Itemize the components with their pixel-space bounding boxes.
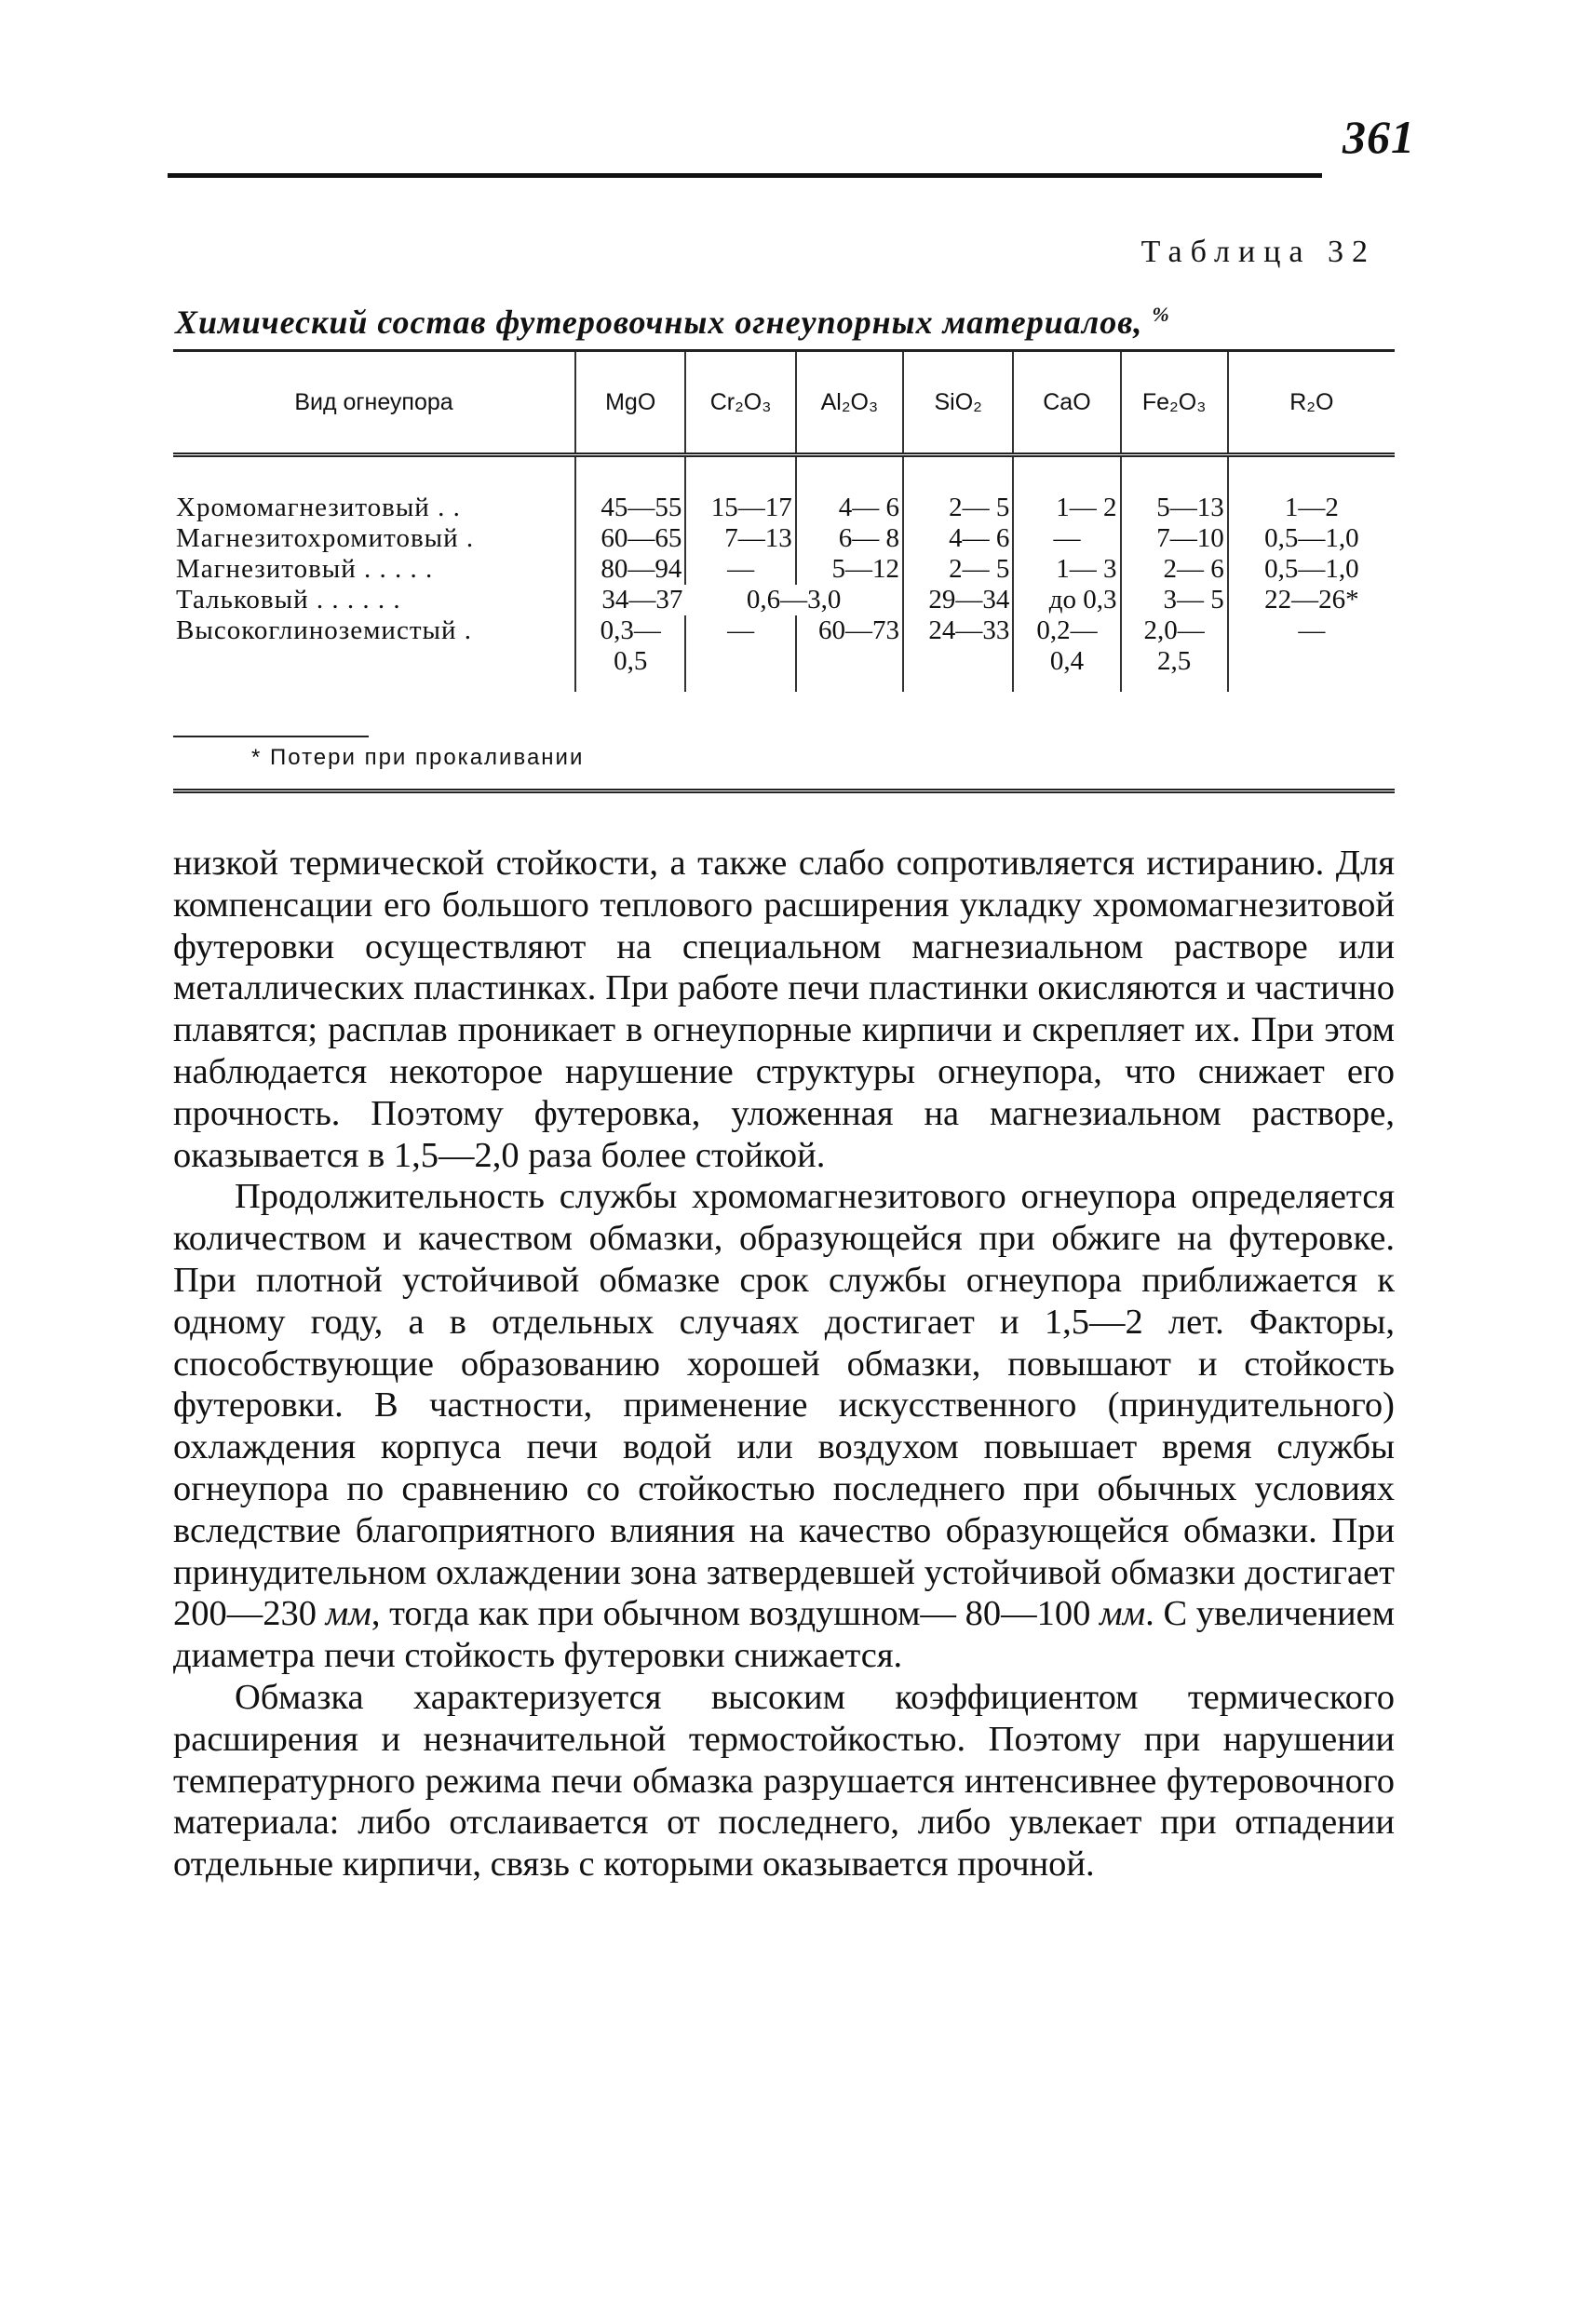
header-sio2: SiO₂ [903, 351, 1013, 455]
cell-cr2o3-al2o3: 0,6—3,0 [746, 585, 842, 615]
cell-fe2o3: 5—13 [1121, 493, 1228, 523]
cell-sio2: 2— 5 [903, 493, 1013, 523]
cell-mgo: 0,3— [575, 615, 685, 646]
header-r2o: R₂O [1228, 351, 1395, 455]
cell-mgo: 45—55 [575, 493, 685, 523]
cell-mgo: 60—65 [575, 523, 685, 554]
header-al2o3: Al₂O₃ [796, 351, 903, 455]
cell-r2o: 22—26* [1228, 585, 1395, 615]
cell-r2o: 0,5—1,0 [1228, 554, 1395, 585]
cell-cao: 0,2— [1013, 615, 1120, 646]
cell-cao: 1— 3 [1013, 554, 1120, 585]
cell-mgo: 0,5 [575, 646, 685, 692]
paragraph-2 [173, 1176, 1395, 1677]
table-title-text: Химический состав футеровочных огнеупорных материалов, [175, 304, 1153, 341]
composition-table [173, 349, 1395, 692]
cell-fe2o3: 3— 5 [1121, 585, 1228, 615]
paragraph-1: низкой термической стойкости, а также слабо сопротивляется истиранию. Для компенсации его большого теплового расширения укладку хромомагнезитовой футеровки осуществляют на специальном магнезиальном растворе или металлических пластинках. При работе печи пластинки окисляются и частично плавятся; расплав проникает в огнеупорные кирпичи и скрепляет их. При этом наблюдается некоторое нарушение структуры огнеупора, что снижает его прочность. Поэтому футеровка, уложенная на магнезиальном растворе, оказывается в 1,5—2,0 раза более стойкой. [173, 844, 1395, 1175]
cell-cr2o3: — [685, 554, 795, 585]
cell-sio2: 24—33 [903, 615, 1013, 646]
cell-cao: 0,4 [1013, 646, 1120, 692]
cell-sio2: 4— 6 [903, 523, 1013, 554]
cell-fe2o3: 2,5 [1121, 646, 1228, 692]
cell-r2o: 1—2 [1228, 493, 1395, 523]
header-rule [168, 173, 1322, 178]
cell-fe2o3: 7—10 [1121, 523, 1228, 554]
table-row [173, 615, 1395, 646]
cell-type: Хромомагнезитовый . . [176, 493, 461, 522]
header-cao: CaO [1013, 351, 1120, 455]
table-header-row [173, 351, 1395, 455]
cell-sio2: 2— 5 [903, 554, 1013, 585]
footnote-rule [173, 736, 369, 737]
table-label: Таблица 32 [1140, 235, 1376, 269]
cell-mgo: 34—37 [575, 585, 685, 615]
paragraph-2-part-1: Продолжительность службы хромомагнезитового огнеупора определяется количеством и качеством обмазки, образующейся при обжиге на футеровке. При плотной устойчивой обмазке срок службы огнеупора приближается к одному году, а в отдельных случаях достигает и 1,5—2 лет. Факторы, способствующие образованию хорошей обмазки, повышают и стойкость футеровки. В частности, применение искусственного (принудительного) охлаждения корпуса печи водой или воздухом повышает время службы огнеупора по сравнению со стойкостью последнего при обычных условиях вследствие благоприятного влияния на качество образующейся обмазки. При принудительном охлаждении зона затвердевшей устойчивой обмазки достигает 200—230 [173, 1177, 1395, 1634]
unit-mm: мм [325, 1594, 371, 1634]
header-fe2o3: Fe₂O₃ [1121, 351, 1228, 455]
cell-type: Высокоглиноземистый . [176, 615, 472, 645]
table-footnote: * Потери при прокаливании [251, 745, 585, 770]
cell-al2o3: 4— 6 [796, 493, 903, 523]
paragraph-2-part-3: . С увеличением диаметра печи стойкость футеровки снижается. [173, 1594, 1396, 1676]
cell-cr2o3: — [685, 615, 795, 646]
header-cr2o3: Cr₂O₃ [685, 351, 795, 455]
cell-fe2o3: 2— 6 [1121, 554, 1228, 585]
unit-mm: мм [1100, 1594, 1146, 1634]
table-row-continuation [173, 646, 1395, 692]
header-type: Вид огнеупора [173, 351, 575, 455]
cell-cao: до 0,3 [1013, 585, 1120, 615]
cell-al2o3: 60—73 [796, 615, 903, 646]
paragraph-3: Обмазка характеризуется высоким коэффициентом термического расширения и незначительной термостойкостью. Поэтому при нарушении температурного режима печи обмазка разрушается интенсивнее футеровочного материала: либо отслаивается от последнего, либо увлекает при отпадении отдельные кирпичи, связь с которыми оказывается прочной. [173, 1677, 1395, 1885]
cell-mgo: 80—94 [575, 554, 685, 585]
table-title-unit: % [1152, 303, 1170, 326]
cell-type: Магнезитохромитовый . [176, 523, 475, 553]
page-number: 361 [1343, 111, 1415, 163]
cell-sio2: 29—34 [903, 585, 1013, 615]
cell-al2o3: 5—12 [796, 554, 903, 585]
table-row [173, 493, 1395, 523]
table-title [175, 303, 1385, 342]
table-row [173, 554, 1395, 585]
cell-cr2o3: 15—17 [685, 493, 795, 523]
table-row [173, 585, 1395, 615]
cell-cao: 1— 2 [1013, 493, 1120, 523]
table-spacer-row [173, 455, 1395, 493]
cell-r2o: — [1228, 615, 1395, 646]
cell-r2o: 0,5—1,0 [1228, 523, 1395, 554]
body-text [173, 843, 1395, 1885]
table-bottom-rule [173, 789, 1395, 793]
cell-cao: — [1013, 523, 1120, 554]
table-row [173, 523, 1395, 554]
cell-type: Магнезитовый . . . . . [176, 554, 434, 584]
cell-type: Тальковый . . . . . . [176, 585, 401, 615]
cell-fe2o3: 2,0— [1121, 615, 1228, 646]
cell-cr2o3: 7—13 [685, 523, 795, 554]
cell-al2o3: 6— 8 [796, 523, 903, 554]
header-mgo: MgO [575, 351, 685, 455]
paragraph-2-part-2: , тогда как при обычном воздушном— 80—100 [371, 1594, 1100, 1634]
